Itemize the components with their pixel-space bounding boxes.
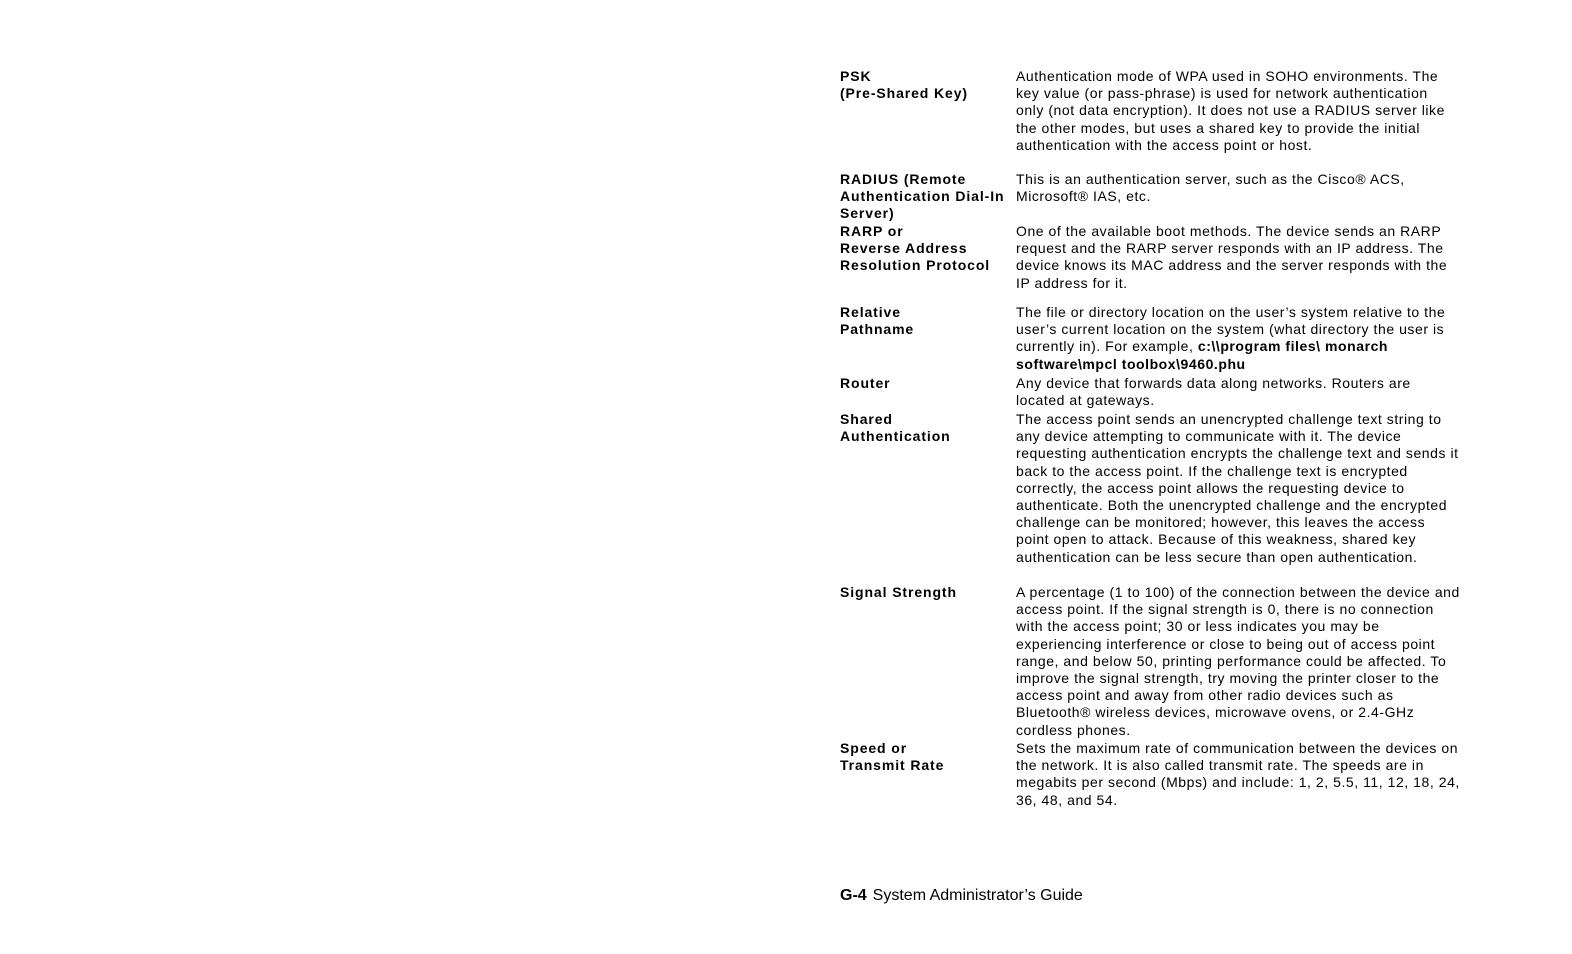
glossary-definition: This is an authentication server, such as the Cisco® ACS, Microsoft® IAS, etc. — [1016, 171, 1405, 205]
glossary-definition: One of the available boot methods. The device sends an RARP request and the RARP server responds with an IP address. The device knows its MAC address and the server responds with the IP address for it. — [1016, 223, 1448, 291]
glossary-term: RADIUS (Remote Authentication Dial-In Server) — [840, 171, 1005, 221]
glossary-definition: A percentage (1 to 100) of the connection between the device and access point. If the signal strength is 0, there is no connection with the access point; 30 or less indicates you may be experiencing interference or close to being out of access point range, and below 50, printing performance could be affected. To improve the signal strength, try moving the printer closer to the access point and away from other radio devices such as Bluetooth® wireless devices, microwave ovens, or 2.4-GHz cordless phones. — [1016, 584, 1460, 738]
glossary-entry-speed — [840, 740, 1460, 810]
glossary-entry-signal-strength — [840, 584, 1460, 740]
glossary-definition — [1016, 304, 1460, 373]
page-footer — [840, 886, 1083, 906]
glossary-term: PSK (Pre-Shared Key) — [840, 68, 968, 101]
glossary-definition: Sets the maximum rate of communication between the devices on the network. It is also called transmit rate. The speeds are in megabits per second (Mbps) and include: 1, 2, 5.5, 11, 12, 18, 24, 36, 48, and 54. — [1016, 740, 1460, 808]
glossary-entry-router — [840, 375, 1460, 411]
glossary-entry-rarp — [840, 223, 1460, 304]
glossary-list — [840, 68, 1460, 810]
glossary-entry-psk — [840, 68, 1460, 171]
glossary-term: Shared Authentication — [840, 411, 951, 444]
page-number: G-4 — [840, 887, 867, 904]
glossary-definition: The access point sends an unencrypted challenge text string to any device attempting to communicate with it. The device requesting authentication encrypts the challenge text and sends it back to the access point. If the challenge text is encrypted correctly, the access point allows the requesting device to authenticate. Both the unencrypted challenge and the encrypted challenge can be monitored; however, this leaves the access point open to attack. Because of this weakness, shared key authentication can be less secure than open authentication. — [1016, 411, 1459, 565]
example-path: c:\\program files\ monarch software\mpcl toolbox\9460.phu — [1016, 338, 1389, 372]
glossary-term: RARP or Reverse Address Resolution Protocol — [840, 223, 991, 273]
glossary-entry-shared-authentication — [840, 411, 1460, 584]
definition-text: The file or directory location on the user’s system relative to the user’s current location on the system (what directory the user is currently in). For example, — [1016, 304, 1446, 355]
glossary-entry-radius — [840, 171, 1460, 223]
glossary-term: Relative Pathname — [840, 304, 915, 337]
glossary-definition: Any device that forwards data along networks. Routers are located at gateways. — [1016, 375, 1411, 409]
glossary-term: Speed or Transmit Rate — [840, 740, 945, 773]
glossary-term: Signal Strength — [840, 584, 957, 600]
glossary-term: Router — [840, 375, 891, 391]
book-title: System Administrator’s Guide — [872, 887, 1083, 904]
glossary-definition: Authentication mode of WPA used in SOHO environments. The key value (or pass-phrase) is used for network authentication only (not data encryption). It does not use a RADIUS server like the other modes, but uses a shared key to provide the initial authentication with the access point or host. — [1016, 68, 1445, 153]
glossary-entry-relative-pathname — [840, 304, 1460, 375]
